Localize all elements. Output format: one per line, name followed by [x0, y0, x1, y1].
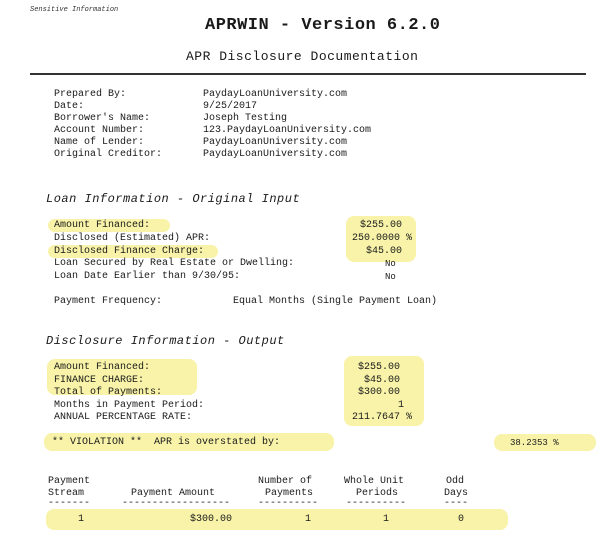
disc-label-months: Months in Payment Period: — [54, 400, 205, 411]
disclosure-heading: Disclosure Information - Output — [46, 334, 285, 348]
col-separator-number: ---------- — [258, 498, 319, 509]
col-header-payment-stream-2: Stream — [48, 488, 85, 499]
disc-label-finance-charge: FINANCE CHARGE: — [54, 375, 145, 386]
payment-frequency-value: Equal Months (Single Payment Loan) — [233, 296, 438, 307]
col-separator-whole-unit: ---------- — [346, 498, 407, 509]
col-separator-odd: ---- — [444, 498, 469, 509]
loan-value-finance-charge: $45.00 — [366, 246, 403, 257]
loan-value-date-earlier: No — [385, 272, 396, 282]
header-rule — [30, 73, 586, 75]
disc-label-total-payments: Total of Payments: — [54, 387, 163, 398]
violation-label: ** VIOLATION ** APR is overstated by: — [52, 437, 281, 448]
meta-value-date: 9/25/2017 — [203, 101, 258, 112]
meta-label-date: Date: — [54, 101, 85, 112]
loan-label-secured: Loan Secured by Real Estate or Dwelling: — [54, 258, 295, 269]
loan-label-date-earlier: Loan Date Earlier than 9/30/95: — [54, 271, 241, 282]
violation-value: 38.2353 % — [510, 438, 559, 448]
meta-value-account: 123.PaydayLoanUniversity.com — [203, 125, 372, 136]
loan-value-secured: No — [385, 259, 396, 269]
meta-value-lender: PaydayLoanUniversity.com — [203, 137, 348, 148]
loan-label-apr: Disclosed (Estimated) APR: — [54, 233, 211, 244]
col-header-number-payments-1: Number of — [258, 476, 313, 487]
col-header-odd-days-1: Odd — [446, 476, 465, 487]
page-subtitle: APR Disclosure Documentation — [186, 49, 419, 64]
page-title: APRWIN - Version 6.2.0 — [205, 16, 441, 35]
row-payment-amount: $300.00 — [190, 514, 233, 525]
row-odd-days: 0 — [458, 514, 465, 525]
disc-value-finance-charge: $45.00 — [364, 375, 401, 386]
sensitive-info-label: Sensitive Information — [30, 6, 119, 14]
meta-value-borrower: Joseph Testing — [203, 113, 288, 124]
loan-label-finance-charge: Disclosed Finance Charge: — [54, 246, 205, 257]
disc-value-apr: 211.7647 % — [352, 412, 413, 423]
row-payment-stream: 1 — [78, 514, 85, 525]
loan-label-amount-financed: Amount Financed: — [54, 220, 151, 231]
col-header-payment-stream-1: Payment — [48, 476, 91, 487]
meta-label-prepared-by: Prepared By: — [54, 89, 127, 100]
loan-value-amount-financed: $255.00 — [360, 220, 403, 231]
col-separator-stream: ------- — [48, 498, 91, 509]
payment-frequency-label: Payment Frequency: — [54, 296, 163, 307]
meta-label-creditor: Original Creditor: — [54, 149, 163, 160]
col-separator-amount: ------------------ — [122, 498, 231, 509]
highlight-table-row — [46, 509, 508, 530]
loan-value-apr: 250.0000 % — [352, 233, 413, 244]
col-header-whole-unit-1: Whole Unit — [344, 476, 405, 487]
disc-label-apr: ANNUAL PERCENTAGE RATE: — [54, 412, 193, 423]
disc-value-total-payments: $300.00 — [358, 387, 401, 398]
meta-value-creditor: PaydayLoanUniversity.com — [203, 149, 348, 160]
disc-label-amount-financed: Amount Financed: — [54, 362, 151, 373]
col-header-whole-unit-2: Periods — [356, 488, 399, 499]
disc-value-months: 1 — [398, 400, 405, 411]
col-header-odd-days-2: Days — [444, 488, 469, 499]
meta-label-lender: Name of Lender: — [54, 137, 145, 148]
col-header-payment-amount: Payment Amount — [131, 488, 216, 499]
meta-value-prepared-by: PaydayLoanUniversity.com — [203, 89, 348, 100]
disc-value-amount-financed: $255.00 — [358, 362, 401, 373]
row-number-payments: 1 — [305, 514, 312, 525]
meta-label-account: Account Number: — [54, 125, 145, 136]
col-header-number-payments-2: Payments — [265, 488, 314, 499]
meta-label-borrower: Borrower's Name: — [54, 113, 151, 124]
loan-info-heading: Loan Information - Original Input — [46, 192, 301, 206]
row-whole-unit: 1 — [383, 514, 390, 525]
